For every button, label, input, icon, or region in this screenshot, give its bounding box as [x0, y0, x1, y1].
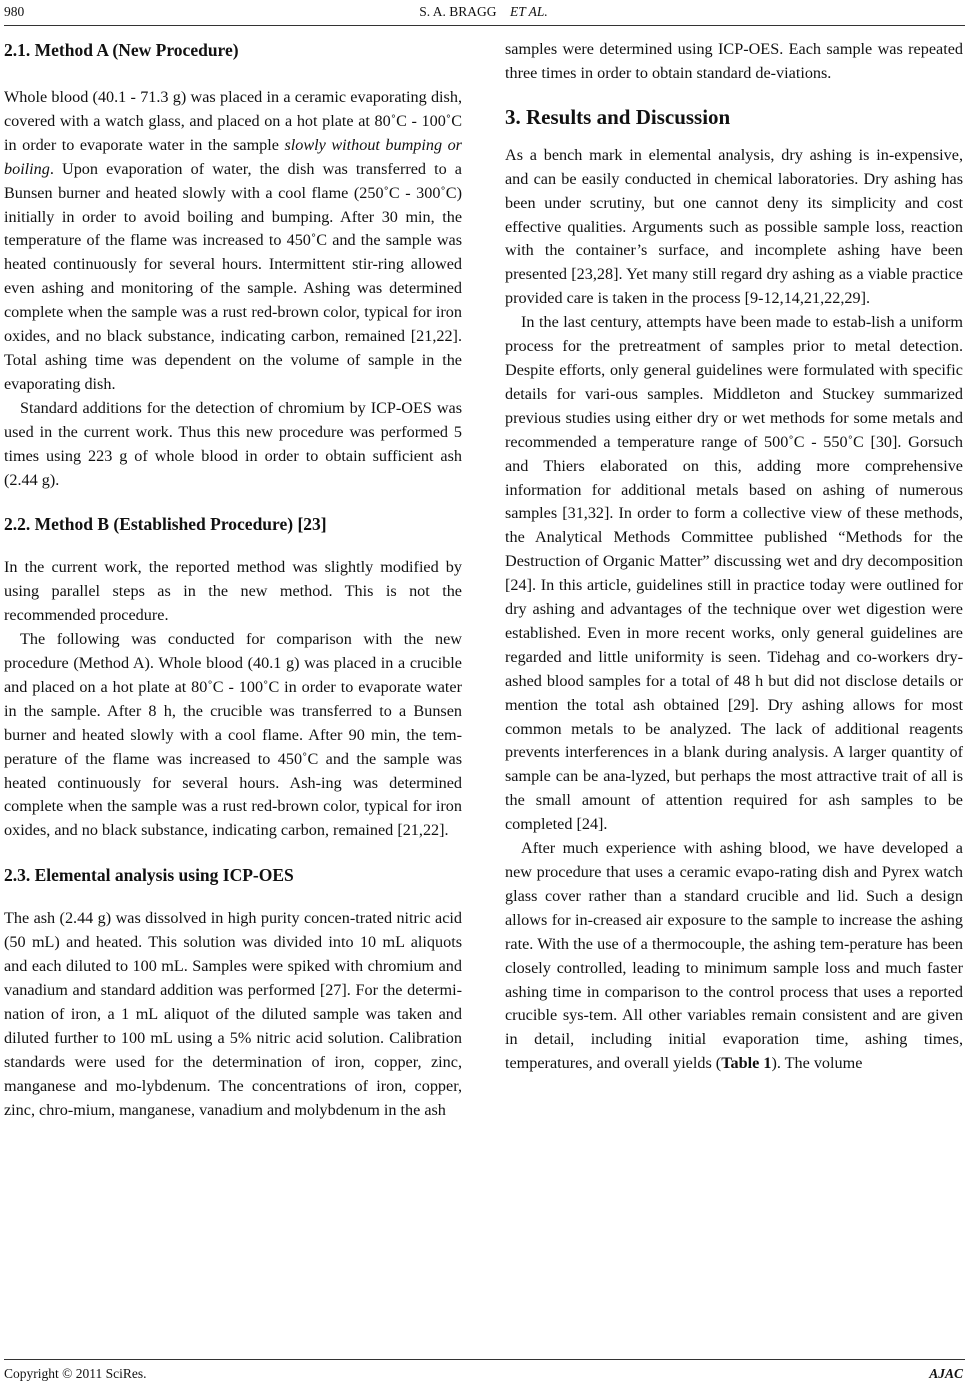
section-3-title: 3. Results and Discussion [505, 104, 731, 129]
section-2-2-paragraph-2: The following was conducted for comparison with the new procedure (Method A). Whole blood (40.1 g) was placed in a crucible and placed on a hot plate at 80˚C - 100˚C in order to evaporate water in the sample. After 8 h, the crucible was transferred to a Bunsen burner and heated slowly with a cool flame. After 90 min, the tem-perature of the flame was increased to 450˚C and the sample was heated continuously for several hours. Ash-ing was determined complete when the sample was a rust red-brown color, typical for iron oxides, and no black substance, indicating carbon, remained [21,22]. [4, 630, 462, 840]
footer-rule [4, 1359, 965, 1360]
section-2-1-paragraph-1: Whole blood (40.1 - 71.3 g) was placed in a ceramic evaporating dish, covered with a watch glass, and placed on a hot plate at 80˚C - 100˚C in order to evaporate water in the sample slowly without bumping or boiling. Upon evaporation of water, the dish was transferred to a Bunsen burner and heated slowly with a cool flame (250˚C - 300˚C) initially in order to avoid boiling and bumping. After 30 min, the temperature of the flame was increased to 450˚C and the sample was heated continuously for several hours. Intermittent stir-ring allowed even ashing and monitoring of the sample. Ashing was determined complete when the sample was a rust red-brown color, typical for iron oxides, and no black substance, indicating carbon, remained [21,22]. Total ashing time was dependent on the volume of sample in the evaporating dish. [4, 88, 462, 393]
page-number: 980 [4, 4, 25, 19]
emphasis-text: slowly without bumping or boiling [4, 135, 462, 178]
continued-paragraph: samples were determined using ICP-OES. Each sample was repeated three times in order to obtain standard de-viations. [505, 40, 963, 82]
author-name: S. A. BRAGG [419, 4, 497, 19]
section-2-3-title: 2.3. Elemental analysis using ICP-OES [4, 865, 294, 886]
left-column [4, 38, 462, 1122]
running-header [0, 0, 967, 26]
section-3-paragraph-2: In the last century, attempts have been made to estab-lish a uniform process for the pretreatment of samples prior to metal detection. Despite efforts, only general guidelines were formulated with specific details for vari-ous samples. Middleton and Stuckey summarized previous studies using either dry or wet methods for some metals and recommended a temperature range of 500˚C - 550˚C [30]. Gorsuch and Thiers elaborated on this, adding more comprehensive information for additional metals based on ashing of numerous samples [31,32]. In order to form a collective view of these methods, the Analytical Methods Committee published “Methods for the Destruction of Organic Matter” discussing wet and dry decomposition [24]. In this article, guidelines still in practice today were outlined for dry ashing and advantages of the technique over wet digestion were established. Even in more recent works, only general guidelines are regarded and little uniformity is seen. Tidehag and co-workers dry-ashed blood samples for a total of 48 h but did not disclose details or mention the total ash obtained [29]. Dry ashing allows for most common metals to be analyzed. The lack of additional reagents prevents interferences in a blank during analysis. A larger quantity of sample can be ana-lyzed, but perhaps the most attractive trait of all is the small amount of attention required for ash samples to be completed [24]. [505, 313, 963, 834]
copyright-notice: Copyright © 2011 SciRes. [4, 1366, 147, 1381]
journal-abbrev: AJAC [929, 1366, 963, 1381]
page-footer [0, 1366, 967, 1386]
section-2-2-title: 2.2. Method B (Established Procedure) [23] [4, 514, 327, 535]
section-3-paragraph-3: After much experience with ashing blood, we have developed a new procedure that uses a ceramic evapo-rating dish and Pyrex watch glass cover rather than a standard crucible and lid. Such a design allows for in-creased air exposure to the sample to increase the ashing rate. With the use of a thermocouple, the ashing tem-perature has been closely controlled, leading to minimum sample loss and much faster ashing time in comparison to the control process that uses a reported crucible sys-tem. All other variables remain consistent and are given in detail, including initial evaporation time, ashing times, temperatures, and overall yields (Table 1). The volume [505, 839, 963, 1073]
header-rule [4, 25, 965, 26]
section-3-paragraph-1: As a bench mark in elemental analysis, dry ashing is in-expensive, and can be easily conducted in chemical laboratories. Dry ashing has been under scrutiny, but one cannot deny its simplicity and cost effective qualities. Arguments such as possible sample loss, reaction with the container’s surface, and incomplete ashing have been presented [23,28]. Yet many still regard dry ashing as a viable practice provided care is taken in the process [9-12,14,21,22,29]. [505, 145, 963, 308]
author-suffix: ET AL. [510, 4, 548, 19]
running-authors [0, 4, 967, 20]
section-2-1-title: 2.1. Method A (New Procedure) [4, 40, 239, 60]
right-column [505, 38, 963, 1076]
table-reference: Table 1 [721, 1054, 772, 1073]
section-2-1-paragraph-2: Standard additions for the detection of chromium by ICP-OES was used in the current work. Thus this new procedure was performed 5 times using 223 g of whole blood in order to obtain sufficient ash (2.44 g). [4, 398, 462, 489]
section-2-2-paragraph-1: In the current work, the reported method was slightly modified by using parallel steps as in the new method. This is not the recommended procedure. [4, 558, 462, 625]
section-2-3-paragraph-1: The ash (2.44 g) was dissolved in high purity concen-trated nitric acid (50 mL) and heated. This solution was divided into 10 mL aliquots and each diluted to 100 mL. Samples were spiked with chromium and vanadium and standard addition was performed [27]. For the determi-nation of iron, a 1 mL aliquot of the diluted sample was taken and diluted further to 100 mL using a 5% nitric acid solution. Calibration standards were used for the determination of iron, copper, zinc, manganese and mo-lybdenum. The concentrations of iron, copper, zinc, chro-mium, manganese, vanadium and molybdenum in the ash [4, 909, 462, 1119]
